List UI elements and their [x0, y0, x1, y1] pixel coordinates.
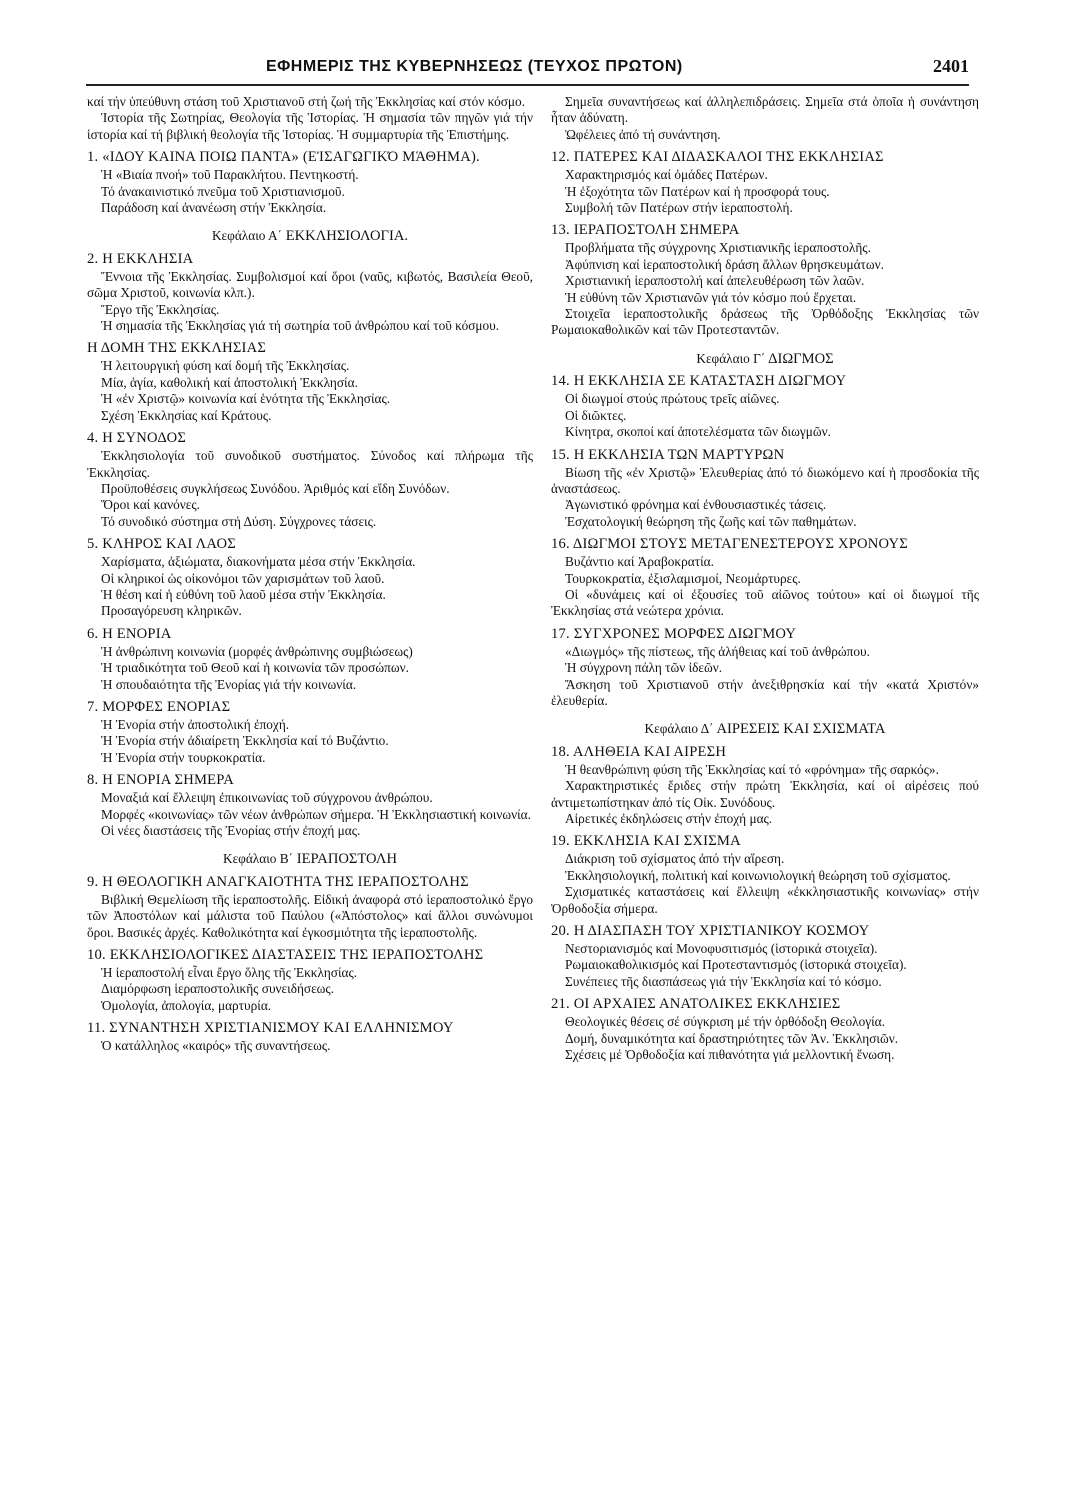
paragraph: Ἡ Ἐνορία στήν ἀποστολική ἐποχή.	[101, 716, 290, 732]
paragraph: Βυζάντιο καί Ἀραβοκρατία.	[565, 554, 714, 570]
paragraph: Νεστοριανισμός καί Μονοφυσιτισμός (ἱστορικά στοιχεῖα).	[565, 941, 878, 957]
paragraph: Βίωση τῆς «ἐν Χριστῷ» Ἐλευθερίας ἀπό τό διωκόμενο καί ἡ προσδοκία τῆς ἀναστάσεως.	[551, 464, 979, 496]
paragraph: Ὅροι καί κανόνες.	[101, 497, 200, 513]
paragraph: Οἱ διῶκτες.	[565, 407, 627, 423]
paragraph: Ὁ κατάλληλος «καιρός» τῆς συναντήσεως.	[101, 1038, 331, 1054]
paragraph: καί τήν ὑπεύθυνη στάση τοῦ Χριστιανοῦ στή ζωή τῆς Ἐκκλησίας καί στόν κόσμο.	[87, 94, 525, 109]
paragraph: Παράδοση καί ἀνανέωση στήν Ἐκκλησία.	[101, 200, 327, 216]
paragraph: Ἐκκλησιολογική, πολιτική καί κοινωνιολογική θεώρηση τοῦ σχίσματος.	[565, 867, 951, 883]
section-heading: 6. Η ΕΝΟΡΙΑ	[87, 625, 172, 642]
paragraph: Δομή, δυναμικότητα καί δραστηριότητες τῶν Ἀν. Ἐκκλησιῶν.	[565, 1030, 899, 1046]
paragraph: Μία, ἁγία, καθολική καί ἀποστολική Ἐκκλησία.	[101, 374, 358, 390]
chapter-title: ΙΕΡΑΠΟΣΤΟΛΗ	[296, 851, 398, 868]
section-heading: 9. Η ΘΕΟΛΟΓΙΚΗ ΑΝΑΓΚΑΙΟΤΗΤΑ ΤΗΣ ΙΕΡΑΠΟΣΤΟΛΗΣ	[87, 873, 469, 890]
paragraph: Σχισματικές καταστάσεις καί ἔλλειψη «ἐκκλησιαστικῆς κοινωνίας» στήν Ὀρθοδοξία σήμερα.	[551, 884, 979, 916]
paragraph: Τό ἀνακαινιστικό πνεῦμα τοῦ Χριστιανισμοῦ.	[101, 183, 345, 199]
page-header	[86, 54, 969, 82]
paragraph: Ἀφύπνιση καί ἱεραποστολική δράση ἄλλων θρησκευμάτων.	[565, 256, 884, 272]
paragraph: Ὠφέλειες ἀπό τή συνάντηση.	[565, 126, 721, 142]
paragraph: Αἱρετικές ἐκδηλώσεις στήν ἐποχή μας.	[565, 811, 773, 826]
gazette-title: ΕΦΗΜΕΡΙΣ ΤΗΣ ΚΥΒΕΡΝΗΣΕΩΣ (ΤΕΥΧΟΣ ΠΡΩΤΟΝ)	[266, 58, 683, 75]
paragraph: Ἡ ἱεραποστολή εἶναι ἔργο ὅλης τῆς Ἐκκλησίας.	[101, 965, 358, 981]
paragraph: Ἐκκλησιολογία τοῦ συνοδικοῦ συστήματος. Σύνοδος καί πλήρωμα τῆς Ἐκκλησίας.	[87, 448, 533, 480]
paragraph: Ἔννοια τῆς Ἐκκλησίας. Συμβολισμοί καί ὅροι (ναῦς, κιβωτός, Βασιλεία Θεοῦ, σῶμα Χριστοῦ, κοινωνία κλπ.).	[87, 268, 533, 301]
paragraph: Ὁμολογία, ἀπολογία, μαρτυρία.	[101, 997, 272, 1013]
chapter-label: Κεφάλαιο Γ΄	[696, 350, 766, 366]
paragraph: Οἱ κληρικοί ὡς οἰκονόμοι τῶν χαρισμάτων τοῦ λαοῦ.	[101, 570, 385, 586]
paragraph: Ἡ «Βιαία πνοή» τοῦ Παρακλήτου. Πεντηκοστή.	[101, 167, 359, 183]
paragraph: Ἀγωνιστικό φρόνημα καί ἐνθουσιαστικές τάσεις.	[565, 497, 827, 513]
section-heading: 18. ΑΛΗΘΕΙΑ ΚΑΙ ΑΙΡΕΣΗ	[551, 743, 727, 760]
paragraph: Ἡ «ἐν Χριστῷ» κοινωνία καί ἑνότητα τῆς Ἐκκλησίας.	[101, 391, 391, 407]
paragraph: Ἡ Ἐνορία στήν τουρκοκρατία.	[101, 749, 266, 765]
paragraph: Διάκριση τοῦ σχίσματος ἀπό τήν αἵρεση.	[565, 851, 785, 867]
paragraph: Χαρίσματα, ἀξιώματα, διακονήματα μέσα στήν Ἐκκλησία.	[101, 554, 416, 570]
paragraph: Τό συνοδικό σύστημα στή Δύση. Σύγχρονες τάσεις.	[101, 513, 377, 529]
chapter-title: ΑΙΡΕΣΕΙΣ ΚΑΙ ΣΧΙΣΜΑΤΑ	[716, 721, 886, 738]
paragraph: Οἱ νέες διαστάσεις τῆς Ἐνορίας στήν ἐποχή μας.	[101, 823, 361, 838]
paragraph: Ἡ εὐθύνη τῶν Χριστιανῶν γιά τόν κόσμο πού ἔρχεται.	[565, 289, 857, 305]
paragraph: Οἱ «δυνάμεις καί οἱ ἐξουσίες τοῦ αἰῶνος τούτου» καί οἱ διωγμοί τῆς Ἐκκλησίας στά νεώτερα χρόνια.	[551, 586, 979, 619]
paragraph: Προϋποθέσεις συγκλήσεως Συνόδου. Ἀριθμός καί εἴδη Συνόδων.	[101, 480, 450, 496]
section-heading: 14. Η ΕΚΚΛΗΣΙΑ ΣΕ ΚΑΤΑΣΤΑΣΗ ΔΙΩΓΜΟΥ	[551, 373, 847, 390]
left-column	[87, 94, 533, 1055]
paragraph: Ἡ λειτουργική φύση καί δομή τῆς Ἐκκλησίας.	[101, 358, 350, 374]
paragraph: Ἡ σημασία τῆς Ἐκκλησίας γιά τή σωτηρία τοῦ ἀνθρώπου καί τοῦ κόσμου.	[101, 318, 500, 334]
section-heading: 8. Η ΕΝΟΡΙΑ ΣΗΜΕΡΑ	[87, 772, 234, 789]
paragraph: Ἡ ἀνθρώπινη κοινωνία (μορφές ἀνθρώπινης συμβιώσεως)	[101, 643, 413, 659]
chapter-title: ΕΚΚΛΗΣΙΟΛΟΓΙΑ.	[285, 228, 409, 245]
section-heading: Η ΔΟΜΗ ΤΗΣ ΕΚΚΛΗΣΙΑΣ	[87, 340, 267, 357]
section-heading: 16. ΔΙΩΓΜΟΙ ΣΤΟΥΣ ΜΕΤΑΓΕΝΕΣΤΕΡΟΥΣ ΧΡΟΝΟΥΣ	[551, 536, 908, 553]
chapter-title: ΔΙΩΓΜΟΣ	[768, 350, 834, 367]
right-column	[551, 94, 979, 1063]
section-heading: 10. ΕΚΚΛΗΣΙΟΛΟΓΙΚΕΣ ΔΙΑΣΤΑΣΕΙΣ ΤΗΣ ΙΕΡΑΠΟΣΤΟΛΗΣ	[87, 947, 484, 964]
paragraph: Προσαγόρευση κληρικῶν.	[101, 603, 242, 619]
paragraph: Στοιχεῖα ἱεραποστολικῆς δράσεως τῆς Ὀρθόδοξης Ἐκκλησίας τῶν Ρωμαιοκαθολικῶν καί τῶν Προτεσταντῶν.	[551, 306, 979, 338]
paragraph: Σημεῖα συναντήσεως καί ἀλληλεπιδράσεις. Σημεῖα στά ὁποῖα ἡ συνάντηση ἦταν ἀδύνατη.	[551, 94, 979, 126]
paragraph: Κίνητρα, σκοποί καί ἀποτελέσματα τῶν διωγμῶν.	[565, 424, 831, 440]
paragraph: Ἡ ἐξοχότητα τῶν Πατέρων καί ἡ προσφορά τους.	[565, 183, 830, 199]
paragraph: Βιβλική Θεμελίωση τῆς ἱεραποστολῆς. Εἰδική ἀναφορά στό ἱεραποστολικό ἔργο τῶν Ἀποστόλων καί μάλιστα τοῦ Παύλου («Ἀπόστολος» καί ἄλλοι συνώνυμοι ὅροι. Βασικές ἀρχές. Καθολικότητα καί ἐγκοσμιότητα τῆς ἱεραποστολῆς.	[87, 891, 533, 940]
paragraph: Ἡ Ἐνορία στήν ἀδιαίρετη Ἐκκλησία καί τό Βυζάντιο.	[101, 733, 389, 749]
page-number: 2401	[933, 56, 969, 76]
chapter-label: Κεφάλαιο Δ΄	[644, 721, 714, 737]
paragraph: Χαρακτηρισμός καί ὁμάδες Πατέρων.	[565, 167, 768, 183]
paragraph: Μοναξιά καί ἔλλειψη ἐπικοινωνίας τοῦ σύγχρονου ἀνθρώπου.	[101, 790, 433, 806]
section-heading: 5. ΚΛΗΡΟΣ ΚΑΙ ΛΑΟΣ	[87, 536, 236, 553]
paragraph: Ἡ θέση καί ἡ εὐθύνη τοῦ λαοῦ μέσα στήν Ἐκκλησία.	[101, 586, 386, 602]
chapter-heading	[551, 721, 979, 737]
paragraph: Συνέπειες τῆς διασπάσεως γιά τήν Ἐκκλησία καί τό κόσμο.	[565, 973, 882, 989]
paragraph: Ἐσχατολογική θεώρηση τῆς ζωῆς καί τῶν παθημάτων.	[565, 513, 857, 529]
section-heading: 20. Η ΔΙΑΣΠΑΣΗ ΤΟΥ ΧΡΙΣΤΙΑΝΙΚΟΥ ΚΟΣΜΟΥ	[551, 923, 870, 940]
section-heading: 13. ΙΕΡΑΠΟΣΤΟΛΗ ΣΗΜΕΡΑ	[551, 222, 740, 239]
chapter-label: Κεφάλαιο Α΄	[211, 228, 283, 244]
paragraph: Διαμόρφωση ἱεραποστολικῆς συνειδήσεως.	[101, 981, 335, 997]
paragraph: Ἡ θεανθρώπινη φύση τῆς Ἐκκλησίας καί τό «φρόνημα» τῆς σαρκός».	[565, 761, 939, 777]
paragraph: Ἡ τριαδικότητα τοῦ Θεοῦ καί ἡ κοινωνία τῶν προσώπων.	[101, 660, 409, 676]
paragraph: Ἡ σύγχρονη πάλη τῶν ἰδεῶν.	[565, 660, 723, 676]
paragraph: Ἡ σπουδαιότητα τῆς Ἐνορίας γιά τήν κοινωνία.	[101, 676, 357, 692]
paragraph: Τουρκοκρατία, ἐξισλαμισμοί, Νεομάρτυρες.	[565, 570, 801, 586]
paragraph: Ἔργο τῆς Ἐκκλησίας.	[101, 301, 220, 317]
paragraph: «Διωγμός» τῆς πίστεως, τῆς ἀλήθειας καί τοῦ ἀνθρώπου.	[565, 643, 870, 659]
section-heading: 19. ΕΚΚΛΗΣΙΑ ΚΑΙ ΣΧΙΣΜΑ	[551, 833, 741, 850]
paragraph: Ἄσκηση τοῦ Χριστιανοῦ στήν ἀνεξιθρησκία καί τήν «κατά Χριστόν» ἐλευθερία.	[551, 676, 979, 708]
section-heading: 11. ΣΥΝΑΝΤΗΣΗ ΧΡΙΣΤΙΑΝΙΣΜΟΥ ΚΑΙ ΕΛΛΗΝΙΣΜΟΥ	[87, 1020, 454, 1037]
section-heading: 21. ΟΙ ΑΡΧΑΙΕΣ ΑΝΑΤΟΛΙΚΕΣ ΕΚΚΛΗΣΙΕΣ	[551, 996, 841, 1013]
section-heading: 4. Η ΣΥΝΟΔΟΣ	[87, 430, 187, 447]
paragraph: Χαρακτηριστικές ἔριδες στήν πρώτη Ἐκκλησία, καί οἱ αἱρέσεις πού ἀντιμετωπίστηκαν ἀπό τίς Οἰκ. Συνόδους.	[551, 778, 979, 810]
paragraph: Θεολογικές θέσεις σέ σύγκριση μέ τήν ὀρθόδοξη Θεολογία.	[565, 1014, 885, 1030]
paragraph: Ρωμαιοκαθολικισμός καί Προτεσταντισμός (ἱστορικά στοιχεῖα).	[565, 957, 907, 973]
paragraph: Χριστιανική ἱεραποστολή καί ἀπελευθέρωση τῶν λαῶν.	[565, 273, 865, 289]
section-heading: 15. Η ΕΚΚΛΗΣΙΑ ΤΩΝ ΜΑΡΤΥΡΩΝ	[551, 446, 785, 463]
section-heading: 7. ΜΟΡΦΕΣ ΕΝΟΡΙΑΣ	[87, 698, 231, 715]
paragraph: Προβλήματα τῆς σύγχρονης Χριστιανικῆς ἱεραποστολῆς.	[565, 240, 871, 256]
paragraph: Σχέσεις μέ Ὀρθοδοξία καί πιθανότητα γιά μελλοντική ἕνωση.	[565, 1047, 895, 1063]
chapter-heading	[551, 351, 979, 367]
paragraph: Οἱ διωγμοί στούς πρώτους τρεῖς αἰῶνες.	[565, 391, 780, 407]
chapter-heading	[87, 851, 533, 867]
paragraph: Συμβολή τῶν Πατέρων στήν ἱεραποστολή.	[565, 200, 793, 216]
chapter-heading	[87, 228, 533, 244]
header-rule	[86, 84, 969, 86]
section-heading: 1. «ΙΔΟΥ ΚΑΙΝΑ ΠΟΙΩ ΠΑΝΤΑ» (ΕἸΣΑΓΩΓΙΚΌ ΜΆΘΗΜΑ).	[87, 149, 480, 166]
paragraph: Μορφές «κοινωνίας» τῶν νέων ἀνθρώπων σήμερα. Ἡ Ἐκκλησιαστική κοινωνία.	[101, 806, 531, 822]
paragraph: Σχέση Ἐκκλησίας καί Κράτους.	[101, 407, 272, 423]
section-heading: 2. Η ΕΚΚΛΗΣΙΑ	[87, 250, 194, 267]
chapter-label: Κεφάλαιο Β΄	[222, 851, 294, 867]
section-heading: 17. ΣΥΓΧΡΟΝΕΣ ΜΟΡΦΕΣ ΔΙΩΓΜΟΥ	[551, 625, 797, 642]
section-heading: 12. ΠΑΤΕΡΕΣ ΚΑΙ ΔΙΔΑΣΚΑΛΟΙ ΤΗΣ ΕΚΚΛΗΣΙΑΣ	[551, 149, 884, 166]
paragraph: Ἱστορία τῆς Σωτηρίας, Θεολογία τῆς Ἱστορίας. Ἡ σημασία τῶν πηγῶν γιά τήν ἱστορία καί τή βιβλική θεολογία τῆς Ἱστορίας. Ἡ συμμαρτυρία τῆς Ἐπιστήμης.	[87, 110, 533, 142]
